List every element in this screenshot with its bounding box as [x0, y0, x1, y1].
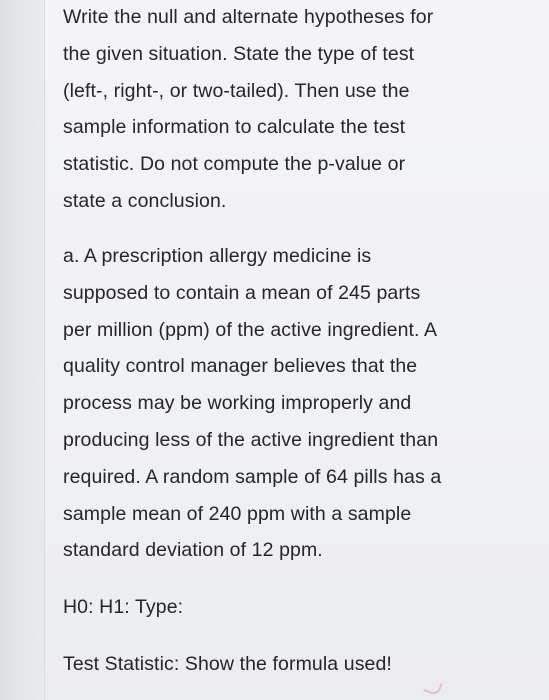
problem-line: a. A prescription allergy medicine is	[63, 245, 372, 267]
hypotheses-prompt	[63, 589, 533, 626]
instruction-line: (left-, right-, or two-tailed). Then use the	[63, 79, 410, 102]
problem-line: standard deviation of 12 ppm.	[63, 539, 323, 562]
problem-line: required. A random sample of 64 pills has a	[63, 465, 442, 488]
instruction-line: the given situation. State the type of test	[63, 42, 415, 65]
instruction-line: statistic. Do not compute the p-value or	[63, 153, 406, 176]
problem-line: quality control manager believes that the	[63, 355, 418, 378]
problem-line: producing less of the active ingredient than	[63, 428, 439, 451]
test-statistic-prompt	[63, 646, 533, 683]
instruction-line: state a conclusion.	[63, 189, 227, 212]
problem-line: sample mean of 240 ppm with a sample	[63, 502, 412, 525]
problem-line: supposed to contain a mean of 245 parts	[63, 281, 421, 304]
test-statistic-label: Test Statistic: Show the formula used!	[63, 653, 392, 675]
left-margin-shadow	[0, 0, 44, 700]
hypotheses-label: H0: H1: Type:	[63, 596, 184, 618]
problem-line: per million (ppm) of the active ingredient. A	[63, 318, 438, 341]
instructions-paragraph	[63, 0, 533, 220]
problem-a-paragraph	[63, 238, 533, 569]
instruction-line: sample information to calculate the test	[63, 116, 406, 139]
problem-line: process may be working improperly and	[63, 392, 412, 415]
instruction-line: Write the null and alternate hypotheses for	[63, 6, 434, 28]
